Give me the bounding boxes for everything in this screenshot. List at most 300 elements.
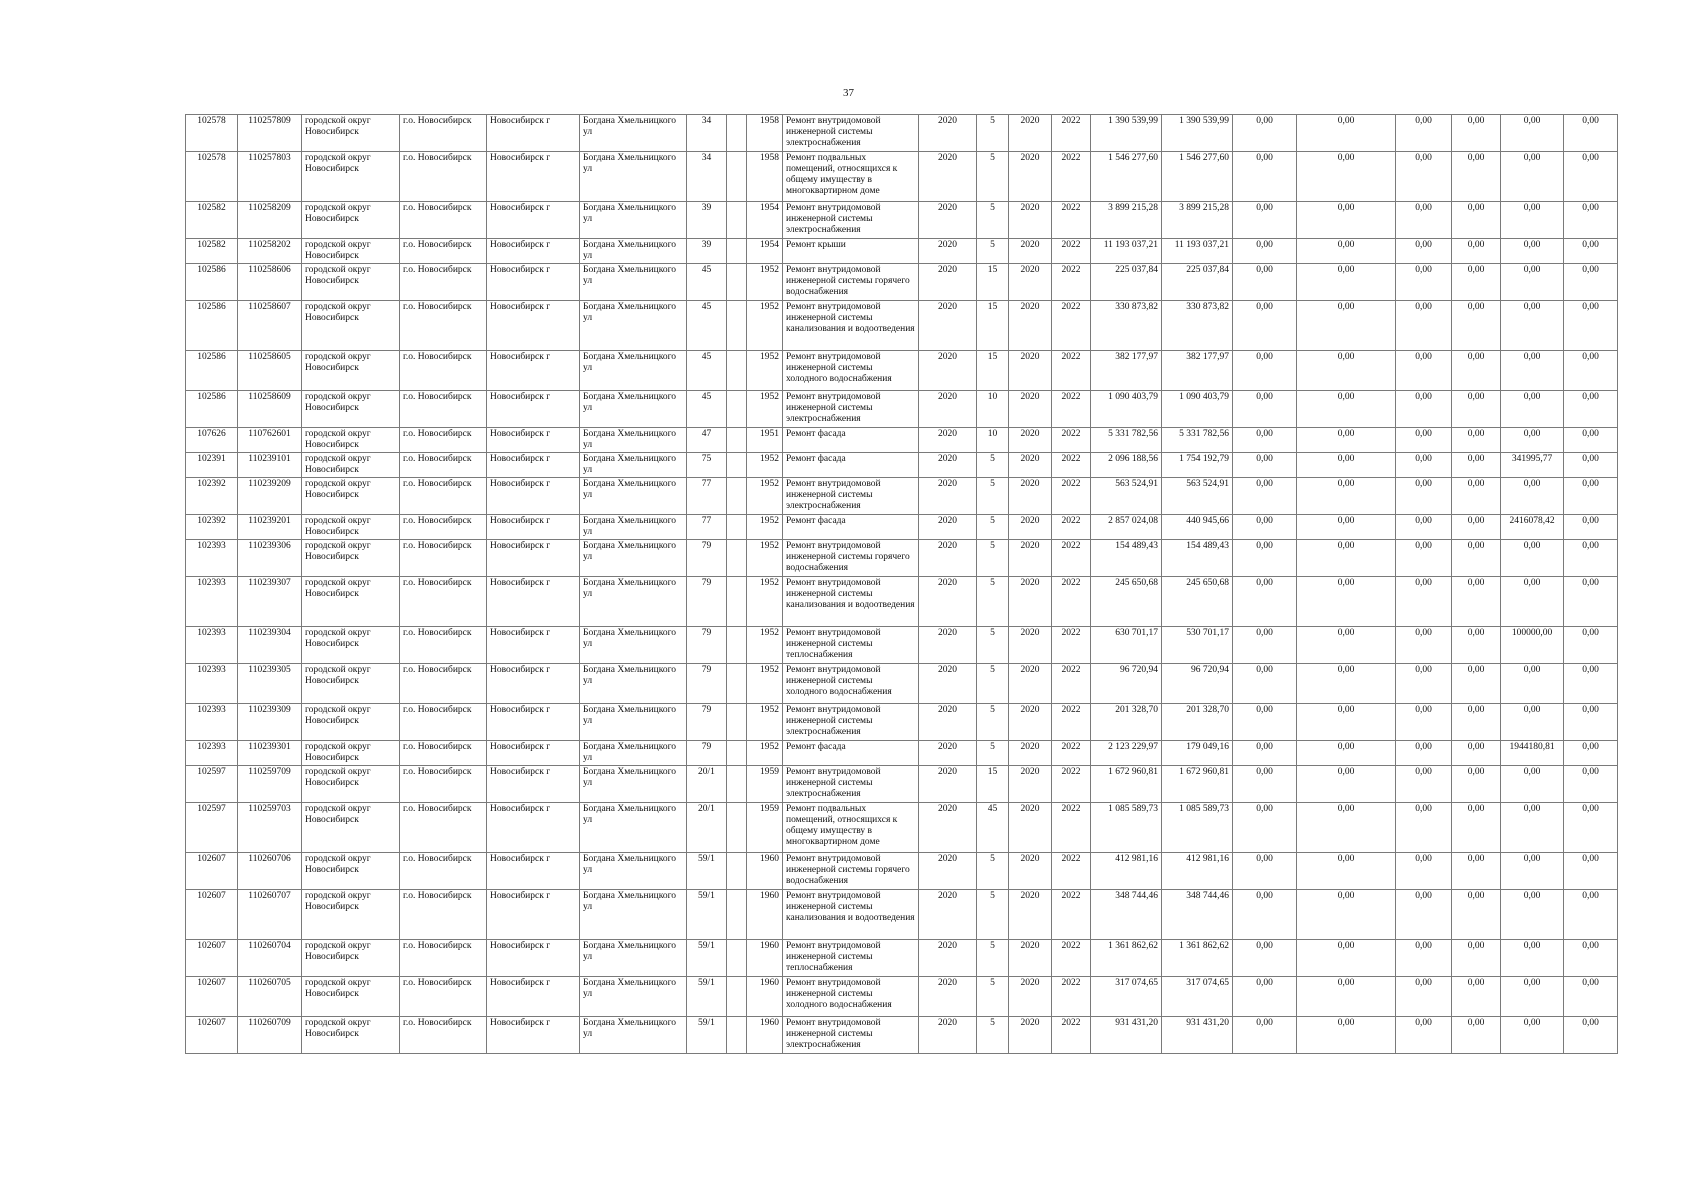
plan-year-cell: 2020 bbox=[919, 115, 977, 152]
funding-2-cell: 0,00 bbox=[1297, 577, 1396, 627]
funding-1-cell: 0,00 bbox=[1233, 704, 1297, 741]
funding-6-cell: 0,00 bbox=[1564, 301, 1618, 351]
municipality-cell: г.о. Новосибирск bbox=[400, 766, 487, 803]
code-cell: 110239307 bbox=[238, 577, 302, 627]
total-cost-cell: 2 096 188,56 bbox=[1091, 453, 1162, 478]
year-cell: 1952 bbox=[747, 540, 783, 577]
funding-1-cell: 0,00 bbox=[1233, 202, 1297, 239]
house-cell: 59/1 bbox=[687, 853, 727, 890]
building-cell bbox=[727, 540, 747, 577]
work-type-cell: Ремонт фасада bbox=[783, 428, 919, 453]
total-cost-cell: 382 177,97 bbox=[1091, 351, 1162, 391]
funding-1-cell: 0,00 bbox=[1233, 664, 1297, 704]
funding-1-cell: 0,00 bbox=[1233, 1017, 1297, 1054]
code-cell: 110239101 bbox=[238, 453, 302, 478]
table-row bbox=[186, 428, 1618, 453]
funding-2-cell: 0,00 bbox=[1297, 977, 1396, 1017]
municipality-cell: г.о. Новосибирск bbox=[400, 577, 487, 627]
street-cell: Богдана Хмельницкого ул bbox=[580, 540, 687, 577]
year-cell: 1952 bbox=[747, 741, 783, 766]
table-row bbox=[186, 239, 1618, 264]
code-cell: 110260709 bbox=[238, 1017, 302, 1054]
term-cell: 15 bbox=[977, 351, 1009, 391]
start-year-cell: 2020 bbox=[1009, 704, 1052, 741]
district-cell: городской округ Новосибирск bbox=[302, 977, 400, 1017]
street-cell: Богдана Хмельницкого ул bbox=[580, 478, 687, 515]
start-year-cell: 2020 bbox=[1009, 351, 1052, 391]
city-cell: Новосибирск г bbox=[487, 239, 580, 264]
fund-amount-cell: 1 390 539,99 bbox=[1162, 115, 1233, 152]
building-cell bbox=[727, 741, 747, 766]
start-year-cell: 2020 bbox=[1009, 627, 1052, 664]
total-cost-cell: 630 701,17 bbox=[1091, 627, 1162, 664]
fund-amount-cell: 1 090 403,79 bbox=[1162, 391, 1233, 428]
funding-3-cell: 0,00 bbox=[1396, 1017, 1452, 1054]
end-year-cell: 2022 bbox=[1052, 152, 1091, 202]
street-cell: Богдана Хмельницкого ул bbox=[580, 115, 687, 152]
funding-2-cell: 0,00 bbox=[1297, 1017, 1396, 1054]
plan-year-cell: 2020 bbox=[919, 264, 977, 301]
street-cell: Богдана Хмельницкого ул bbox=[580, 704, 687, 741]
house-cell: 47 bbox=[687, 428, 727, 453]
end-year-cell: 2022 bbox=[1052, 351, 1091, 391]
total-cost-cell: 2 123 229,97 bbox=[1091, 741, 1162, 766]
plan-year-cell: 2020 bbox=[919, 741, 977, 766]
end-year-cell: 2022 bbox=[1052, 202, 1091, 239]
table-row bbox=[186, 453, 1618, 478]
street-cell: Богдана Хмельницкого ул bbox=[580, 202, 687, 239]
term-cell: 5 bbox=[977, 890, 1009, 940]
funding-5-cell: 0,00 bbox=[1501, 766, 1564, 803]
funding-1-cell: 0,00 bbox=[1233, 301, 1297, 351]
municipality-cell: г.о. Новосибирск bbox=[400, 853, 487, 890]
id-cell: 102393 bbox=[186, 540, 238, 577]
fund-amount-cell: 530 701,17 bbox=[1162, 627, 1233, 664]
building-cell bbox=[727, 351, 747, 391]
municipality-cell: г.о. Новосибирск bbox=[400, 940, 487, 977]
funding-3-cell: 0,00 bbox=[1396, 391, 1452, 428]
code-cell: 110259709 bbox=[238, 766, 302, 803]
work-type-cell: Ремонт внутридомовой инженерной системы электроснабжения bbox=[783, 1017, 919, 1054]
street-cell: Богдана Хмельницкого ул bbox=[580, 351, 687, 391]
end-year-cell: 2022 bbox=[1052, 264, 1091, 301]
year-cell: 1959 bbox=[747, 803, 783, 853]
plan-year-cell: 2020 bbox=[919, 428, 977, 453]
funding-3-cell: 0,00 bbox=[1396, 853, 1452, 890]
funding-2-cell: 0,00 bbox=[1297, 803, 1396, 853]
start-year-cell: 2020 bbox=[1009, 115, 1052, 152]
house-cell: 39 bbox=[687, 202, 727, 239]
table-row bbox=[186, 853, 1618, 890]
table-row bbox=[186, 704, 1618, 741]
year-cell: 1952 bbox=[747, 264, 783, 301]
funding-1-cell: 0,00 bbox=[1233, 803, 1297, 853]
building-cell bbox=[727, 239, 747, 264]
year-cell: 1954 bbox=[747, 239, 783, 264]
funding-6-cell: 0,00 bbox=[1564, 428, 1618, 453]
plan-year-cell: 2020 bbox=[919, 515, 977, 540]
funding-1-cell: 0,00 bbox=[1233, 453, 1297, 478]
code-cell: 110257809 bbox=[238, 115, 302, 152]
term-cell: 10 bbox=[977, 391, 1009, 428]
total-cost-cell: 201 328,70 bbox=[1091, 704, 1162, 741]
funding-4-cell: 0,00 bbox=[1452, 704, 1501, 741]
term-cell: 15 bbox=[977, 301, 1009, 351]
end-year-cell: 2022 bbox=[1052, 478, 1091, 515]
work-type-cell: Ремонт внутридомовой инженерной системы теплоснабжения bbox=[783, 627, 919, 664]
plan-year-cell: 2020 bbox=[919, 890, 977, 940]
table-row bbox=[186, 627, 1618, 664]
municipality-cell: г.о. Новосибирск bbox=[400, 239, 487, 264]
house-cell: 79 bbox=[687, 741, 727, 766]
funding-4-cell: 0,00 bbox=[1452, 766, 1501, 803]
funding-6-cell: 0,00 bbox=[1564, 264, 1618, 301]
work-type-cell: Ремонт внутридомовой инженерной системы электроснабжения bbox=[783, 704, 919, 741]
funding-2-cell: 0,00 bbox=[1297, 766, 1396, 803]
house-cell: 59/1 bbox=[687, 890, 727, 940]
funding-2-cell: 0,00 bbox=[1297, 540, 1396, 577]
total-cost-cell: 330 873,82 bbox=[1091, 301, 1162, 351]
plan-year-cell: 2020 bbox=[919, 453, 977, 478]
funding-4-cell: 0,00 bbox=[1452, 627, 1501, 664]
city-cell: Новосибирск г bbox=[487, 940, 580, 977]
municipality-cell: г.о. Новосибирск bbox=[400, 741, 487, 766]
fund-amount-cell: 1 085 589,73 bbox=[1162, 803, 1233, 853]
city-cell: Новосибирск г bbox=[487, 515, 580, 540]
municipality-cell: г.о. Новосибирск bbox=[400, 977, 487, 1017]
district-cell: городской округ Новосибирск bbox=[302, 766, 400, 803]
work-type-cell: Ремонт внутридомовой инженерной системы электроснабжения bbox=[783, 391, 919, 428]
total-cost-cell: 348 744,46 bbox=[1091, 890, 1162, 940]
funding-6-cell: 0,00 bbox=[1564, 351, 1618, 391]
code-cell: 110260707 bbox=[238, 890, 302, 940]
fund-amount-cell: 330 873,82 bbox=[1162, 301, 1233, 351]
funding-4-cell: 0,00 bbox=[1452, 115, 1501, 152]
fund-amount-cell: 225 037,84 bbox=[1162, 264, 1233, 301]
municipality-cell: г.о. Новосибирск bbox=[400, 627, 487, 664]
funding-3-cell: 0,00 bbox=[1396, 428, 1452, 453]
plan-year-cell: 2020 bbox=[919, 704, 977, 741]
table-row bbox=[186, 577, 1618, 627]
funding-4-cell: 0,00 bbox=[1452, 152, 1501, 202]
work-type-cell: Ремонт внутридомовой инженерной системы горячего водоснабжения bbox=[783, 264, 919, 301]
funding-3-cell: 0,00 bbox=[1396, 264, 1452, 301]
funding-5-cell: 0,00 bbox=[1501, 391, 1564, 428]
start-year-cell: 2020 bbox=[1009, 515, 1052, 540]
funding-4-cell: 0,00 bbox=[1452, 391, 1501, 428]
total-cost-cell: 931 431,20 bbox=[1091, 1017, 1162, 1054]
id-cell: 102582 bbox=[186, 239, 238, 264]
municipality-cell: г.о. Новосибирск bbox=[400, 264, 487, 301]
funding-5-cell: 0,00 bbox=[1501, 301, 1564, 351]
total-cost-cell: 11 193 037,21 bbox=[1091, 239, 1162, 264]
table-row bbox=[186, 741, 1618, 766]
start-year-cell: 2020 bbox=[1009, 264, 1052, 301]
street-cell: Богдана Хмельницкого ул bbox=[580, 428, 687, 453]
id-cell: 102393 bbox=[186, 664, 238, 704]
funding-4-cell: 0,00 bbox=[1452, 540, 1501, 577]
code-cell: 110257803 bbox=[238, 152, 302, 202]
municipality-cell: г.о. Новосибирск bbox=[400, 202, 487, 239]
term-cell: 5 bbox=[977, 478, 1009, 515]
work-type-cell: Ремонт фасада bbox=[783, 741, 919, 766]
funding-5-cell: 0,00 bbox=[1501, 115, 1564, 152]
id-cell: 102392 bbox=[186, 515, 238, 540]
start-year-cell: 2020 bbox=[1009, 1017, 1052, 1054]
funding-6-cell: 0,00 bbox=[1564, 627, 1618, 664]
work-type-cell: Ремонт внутридомовой инженерной системы канализования и водоотведения bbox=[783, 301, 919, 351]
term-cell: 10 bbox=[977, 428, 1009, 453]
municipality-cell: г.о. Новосибирск bbox=[400, 391, 487, 428]
table-row bbox=[186, 301, 1618, 351]
funding-5-cell: 341995,77 bbox=[1501, 453, 1564, 478]
year-cell: 1959 bbox=[747, 766, 783, 803]
district-cell: городской округ Новосибирск bbox=[302, 704, 400, 741]
funding-4-cell: 0,00 bbox=[1452, 741, 1501, 766]
code-cell: 110258209 bbox=[238, 202, 302, 239]
start-year-cell: 2020 bbox=[1009, 152, 1052, 202]
funding-3-cell: 0,00 bbox=[1396, 890, 1452, 940]
funding-3-cell: 0,00 bbox=[1396, 351, 1452, 391]
end-year-cell: 2022 bbox=[1052, 977, 1091, 1017]
table-row bbox=[186, 890, 1618, 940]
funding-6-cell: 0,00 bbox=[1564, 890, 1618, 940]
total-cost-cell: 563 524,91 bbox=[1091, 478, 1162, 515]
district-cell: городской округ Новосибирск bbox=[302, 940, 400, 977]
house-cell: 79 bbox=[687, 577, 727, 627]
city-cell: Новосибирск г bbox=[487, 351, 580, 391]
id-cell: 102597 bbox=[186, 766, 238, 803]
fund-amount-cell: 11 193 037,21 bbox=[1162, 239, 1233, 264]
funding-2-cell: 0,00 bbox=[1297, 704, 1396, 741]
funding-6-cell: 0,00 bbox=[1564, 115, 1618, 152]
year-cell: 1952 bbox=[747, 391, 783, 428]
funding-6-cell: 0,00 bbox=[1564, 540, 1618, 577]
funding-1-cell: 0,00 bbox=[1233, 239, 1297, 264]
funding-5-cell: 0,00 bbox=[1501, 540, 1564, 577]
street-cell: Богдана Хмельницкого ул bbox=[580, 741, 687, 766]
street-cell: Богдана Хмельницкого ул bbox=[580, 577, 687, 627]
term-cell: 5 bbox=[977, 540, 1009, 577]
municipality-cell: г.о. Новосибирск bbox=[400, 704, 487, 741]
building-cell bbox=[727, 1017, 747, 1054]
plan-year-cell: 2020 bbox=[919, 803, 977, 853]
id-cell: 102597 bbox=[186, 803, 238, 853]
funding-1-cell: 0,00 bbox=[1233, 515, 1297, 540]
municipality-cell: г.о. Новосибирск bbox=[400, 351, 487, 391]
funding-1-cell: 0,00 bbox=[1233, 940, 1297, 977]
fund-amount-cell: 245 650,68 bbox=[1162, 577, 1233, 627]
building-cell bbox=[727, 301, 747, 351]
city-cell: Новосибирск г bbox=[487, 766, 580, 803]
funding-2-cell: 0,00 bbox=[1297, 115, 1396, 152]
term-cell: 5 bbox=[977, 202, 1009, 239]
work-type-cell: Ремонт внутридомовой инженерной системы канализования и водоотведения bbox=[783, 890, 919, 940]
term-cell: 45 bbox=[977, 803, 1009, 853]
funding-2-cell: 0,00 bbox=[1297, 239, 1396, 264]
table-row bbox=[186, 351, 1618, 391]
municipality-cell: г.о. Новосибирск bbox=[400, 803, 487, 853]
funding-2-cell: 0,00 bbox=[1297, 391, 1396, 428]
building-cell bbox=[727, 478, 747, 515]
term-cell: 5 bbox=[977, 239, 1009, 264]
table-row bbox=[186, 515, 1618, 540]
end-year-cell: 2022 bbox=[1052, 391, 1091, 428]
funding-3-cell: 0,00 bbox=[1396, 115, 1452, 152]
fund-amount-cell: 563 524,91 bbox=[1162, 478, 1233, 515]
table-row bbox=[186, 1017, 1618, 1054]
district-cell: городской округ Новосибирск bbox=[302, 239, 400, 264]
funding-5-cell: 0,00 bbox=[1501, 478, 1564, 515]
code-cell: 110239306 bbox=[238, 540, 302, 577]
year-cell: 1952 bbox=[747, 515, 783, 540]
city-cell: Новосибирск г bbox=[487, 391, 580, 428]
funding-4-cell: 0,00 bbox=[1452, 301, 1501, 351]
total-cost-cell: 154 489,43 bbox=[1091, 540, 1162, 577]
start-year-cell: 2020 bbox=[1009, 977, 1052, 1017]
start-year-cell: 2020 bbox=[1009, 766, 1052, 803]
district-cell: городской округ Новосибирск bbox=[302, 115, 400, 152]
plan-year-cell: 2020 bbox=[919, 664, 977, 704]
house-cell: 59/1 bbox=[687, 1017, 727, 1054]
district-cell: городской округ Новосибирск bbox=[302, 803, 400, 853]
funding-4-cell: 0,00 bbox=[1452, 264, 1501, 301]
city-cell: Новосибирск г bbox=[487, 853, 580, 890]
start-year-cell: 2020 bbox=[1009, 478, 1052, 515]
city-cell: Новосибирск г bbox=[487, 428, 580, 453]
id-cell: 102578 bbox=[186, 152, 238, 202]
table-row bbox=[186, 478, 1618, 515]
funding-1-cell: 0,00 bbox=[1233, 115, 1297, 152]
district-cell: городской округ Новосибирск bbox=[302, 577, 400, 627]
district-cell: городской округ Новосибирск bbox=[302, 264, 400, 301]
table-row bbox=[186, 664, 1618, 704]
street-cell: Богдана Хмельницкого ул bbox=[580, 890, 687, 940]
plan-year-cell: 2020 bbox=[919, 351, 977, 391]
end-year-cell: 2022 bbox=[1052, 664, 1091, 704]
end-year-cell: 2022 bbox=[1052, 515, 1091, 540]
fund-amount-cell: 179 049,16 bbox=[1162, 741, 1233, 766]
term-cell: 5 bbox=[977, 627, 1009, 664]
building-cell bbox=[727, 577, 747, 627]
fund-amount-cell: 96 720,94 bbox=[1162, 664, 1233, 704]
funding-6-cell: 0,00 bbox=[1564, 664, 1618, 704]
funding-2-cell: 0,00 bbox=[1297, 890, 1396, 940]
funding-2-cell: 0,00 bbox=[1297, 853, 1396, 890]
street-cell: Богдана Хмельницкого ул bbox=[580, 1017, 687, 1054]
id-cell: 102586 bbox=[186, 391, 238, 428]
total-cost-cell: 1 090 403,79 bbox=[1091, 391, 1162, 428]
building-cell bbox=[727, 890, 747, 940]
term-cell: 5 bbox=[977, 515, 1009, 540]
district-cell: городской округ Новосибирск bbox=[302, 351, 400, 391]
street-cell: Богдана Хмельницкого ул bbox=[580, 766, 687, 803]
funding-2-cell: 0,00 bbox=[1297, 478, 1396, 515]
funding-6-cell: 0,00 bbox=[1564, 940, 1618, 977]
municipality-cell: г.о. Новосибирск bbox=[400, 152, 487, 202]
work-type-cell: Ремонт внутридомовой инженерной системы канализования и водоотведения bbox=[783, 577, 919, 627]
plan-year-cell: 2020 bbox=[919, 301, 977, 351]
funding-2-cell: 0,00 bbox=[1297, 515, 1396, 540]
district-cell: городской округ Новосибирск bbox=[302, 453, 400, 478]
plan-year-cell: 2020 bbox=[919, 391, 977, 428]
district-cell: городской округ Новосибирск bbox=[302, 391, 400, 428]
house-cell: 45 bbox=[687, 391, 727, 428]
start-year-cell: 2020 bbox=[1009, 540, 1052, 577]
city-cell: Новосибирск г bbox=[487, 202, 580, 239]
total-cost-cell: 225 037,84 bbox=[1091, 264, 1162, 301]
end-year-cell: 2022 bbox=[1052, 627, 1091, 664]
total-cost-cell: 1 085 589,73 bbox=[1091, 803, 1162, 853]
funding-6-cell: 0,00 bbox=[1564, 577, 1618, 627]
fund-amount-cell: 412 981,16 bbox=[1162, 853, 1233, 890]
total-cost-cell: 1 546 277,60 bbox=[1091, 152, 1162, 202]
work-type-cell: Ремонт внутридомовой инженерной системы электроснабжения bbox=[783, 115, 919, 152]
house-cell: 77 bbox=[687, 478, 727, 515]
funding-5-cell: 0,00 bbox=[1501, 428, 1564, 453]
year-cell: 1958 bbox=[747, 152, 783, 202]
start-year-cell: 2020 bbox=[1009, 853, 1052, 890]
street-cell: Богдана Хмельницкого ул bbox=[580, 301, 687, 351]
building-cell bbox=[727, 264, 747, 301]
table-row bbox=[186, 264, 1618, 301]
street-cell: Богдана Хмельницкого ул bbox=[580, 664, 687, 704]
house-cell: 79 bbox=[687, 627, 727, 664]
funding-2-cell: 0,00 bbox=[1297, 664, 1396, 704]
total-cost-cell: 1 361 862,62 bbox=[1091, 940, 1162, 977]
municipality-cell: г.о. Новосибирск bbox=[400, 428, 487, 453]
funding-6-cell: 0,00 bbox=[1564, 391, 1618, 428]
total-cost-cell: 1 390 539,99 bbox=[1091, 115, 1162, 152]
street-cell: Богдана Хмельницкого ул bbox=[580, 803, 687, 853]
funding-3-cell: 0,00 bbox=[1396, 977, 1452, 1017]
work-type-cell: Ремонт подвальных помещений, относящихся к общему имуществу в многоквартирном доме bbox=[783, 152, 919, 202]
plan-year-cell: 2020 bbox=[919, 152, 977, 202]
building-cell bbox=[727, 977, 747, 1017]
city-cell: Новосибирск г bbox=[487, 627, 580, 664]
funding-3-cell: 0,00 bbox=[1396, 239, 1452, 264]
funding-5-cell: 2416078,42 bbox=[1501, 515, 1564, 540]
funding-3-cell: 0,00 bbox=[1396, 803, 1452, 853]
year-cell: 1960 bbox=[747, 853, 783, 890]
funding-6-cell: 0,00 bbox=[1564, 453, 1618, 478]
start-year-cell: 2020 bbox=[1009, 301, 1052, 351]
funding-6-cell: 0,00 bbox=[1564, 239, 1618, 264]
code-cell: 110260706 bbox=[238, 853, 302, 890]
work-type-cell: Ремонт внутридомовой инженерной системы холодного водоснабжения bbox=[783, 664, 919, 704]
funding-6-cell: 0,00 bbox=[1564, 478, 1618, 515]
end-year-cell: 2022 bbox=[1052, 940, 1091, 977]
plan-year-cell: 2020 bbox=[919, 627, 977, 664]
funding-5-cell: 0,00 bbox=[1501, 704, 1564, 741]
term-cell: 15 bbox=[977, 264, 1009, 301]
municipality-cell: г.о. Новосибирск bbox=[400, 540, 487, 577]
funding-5-cell: 100000,00 bbox=[1501, 627, 1564, 664]
funding-4-cell: 0,00 bbox=[1452, 453, 1501, 478]
funding-5-cell: 0,00 bbox=[1501, 803, 1564, 853]
house-cell: 77 bbox=[687, 515, 727, 540]
city-cell: Новосибирск г bbox=[487, 741, 580, 766]
building-cell bbox=[727, 453, 747, 478]
funding-2-cell: 0,00 bbox=[1297, 264, 1396, 301]
house-cell: 79 bbox=[687, 540, 727, 577]
funding-6-cell: 0,00 bbox=[1564, 853, 1618, 890]
term-cell: 5 bbox=[977, 940, 1009, 977]
funding-4-cell: 0,00 bbox=[1452, 351, 1501, 391]
code-cell: 110259703 bbox=[238, 803, 302, 853]
work-type-cell: Ремонт фасада bbox=[783, 453, 919, 478]
municipality-cell: г.о. Новосибирск bbox=[400, 890, 487, 940]
